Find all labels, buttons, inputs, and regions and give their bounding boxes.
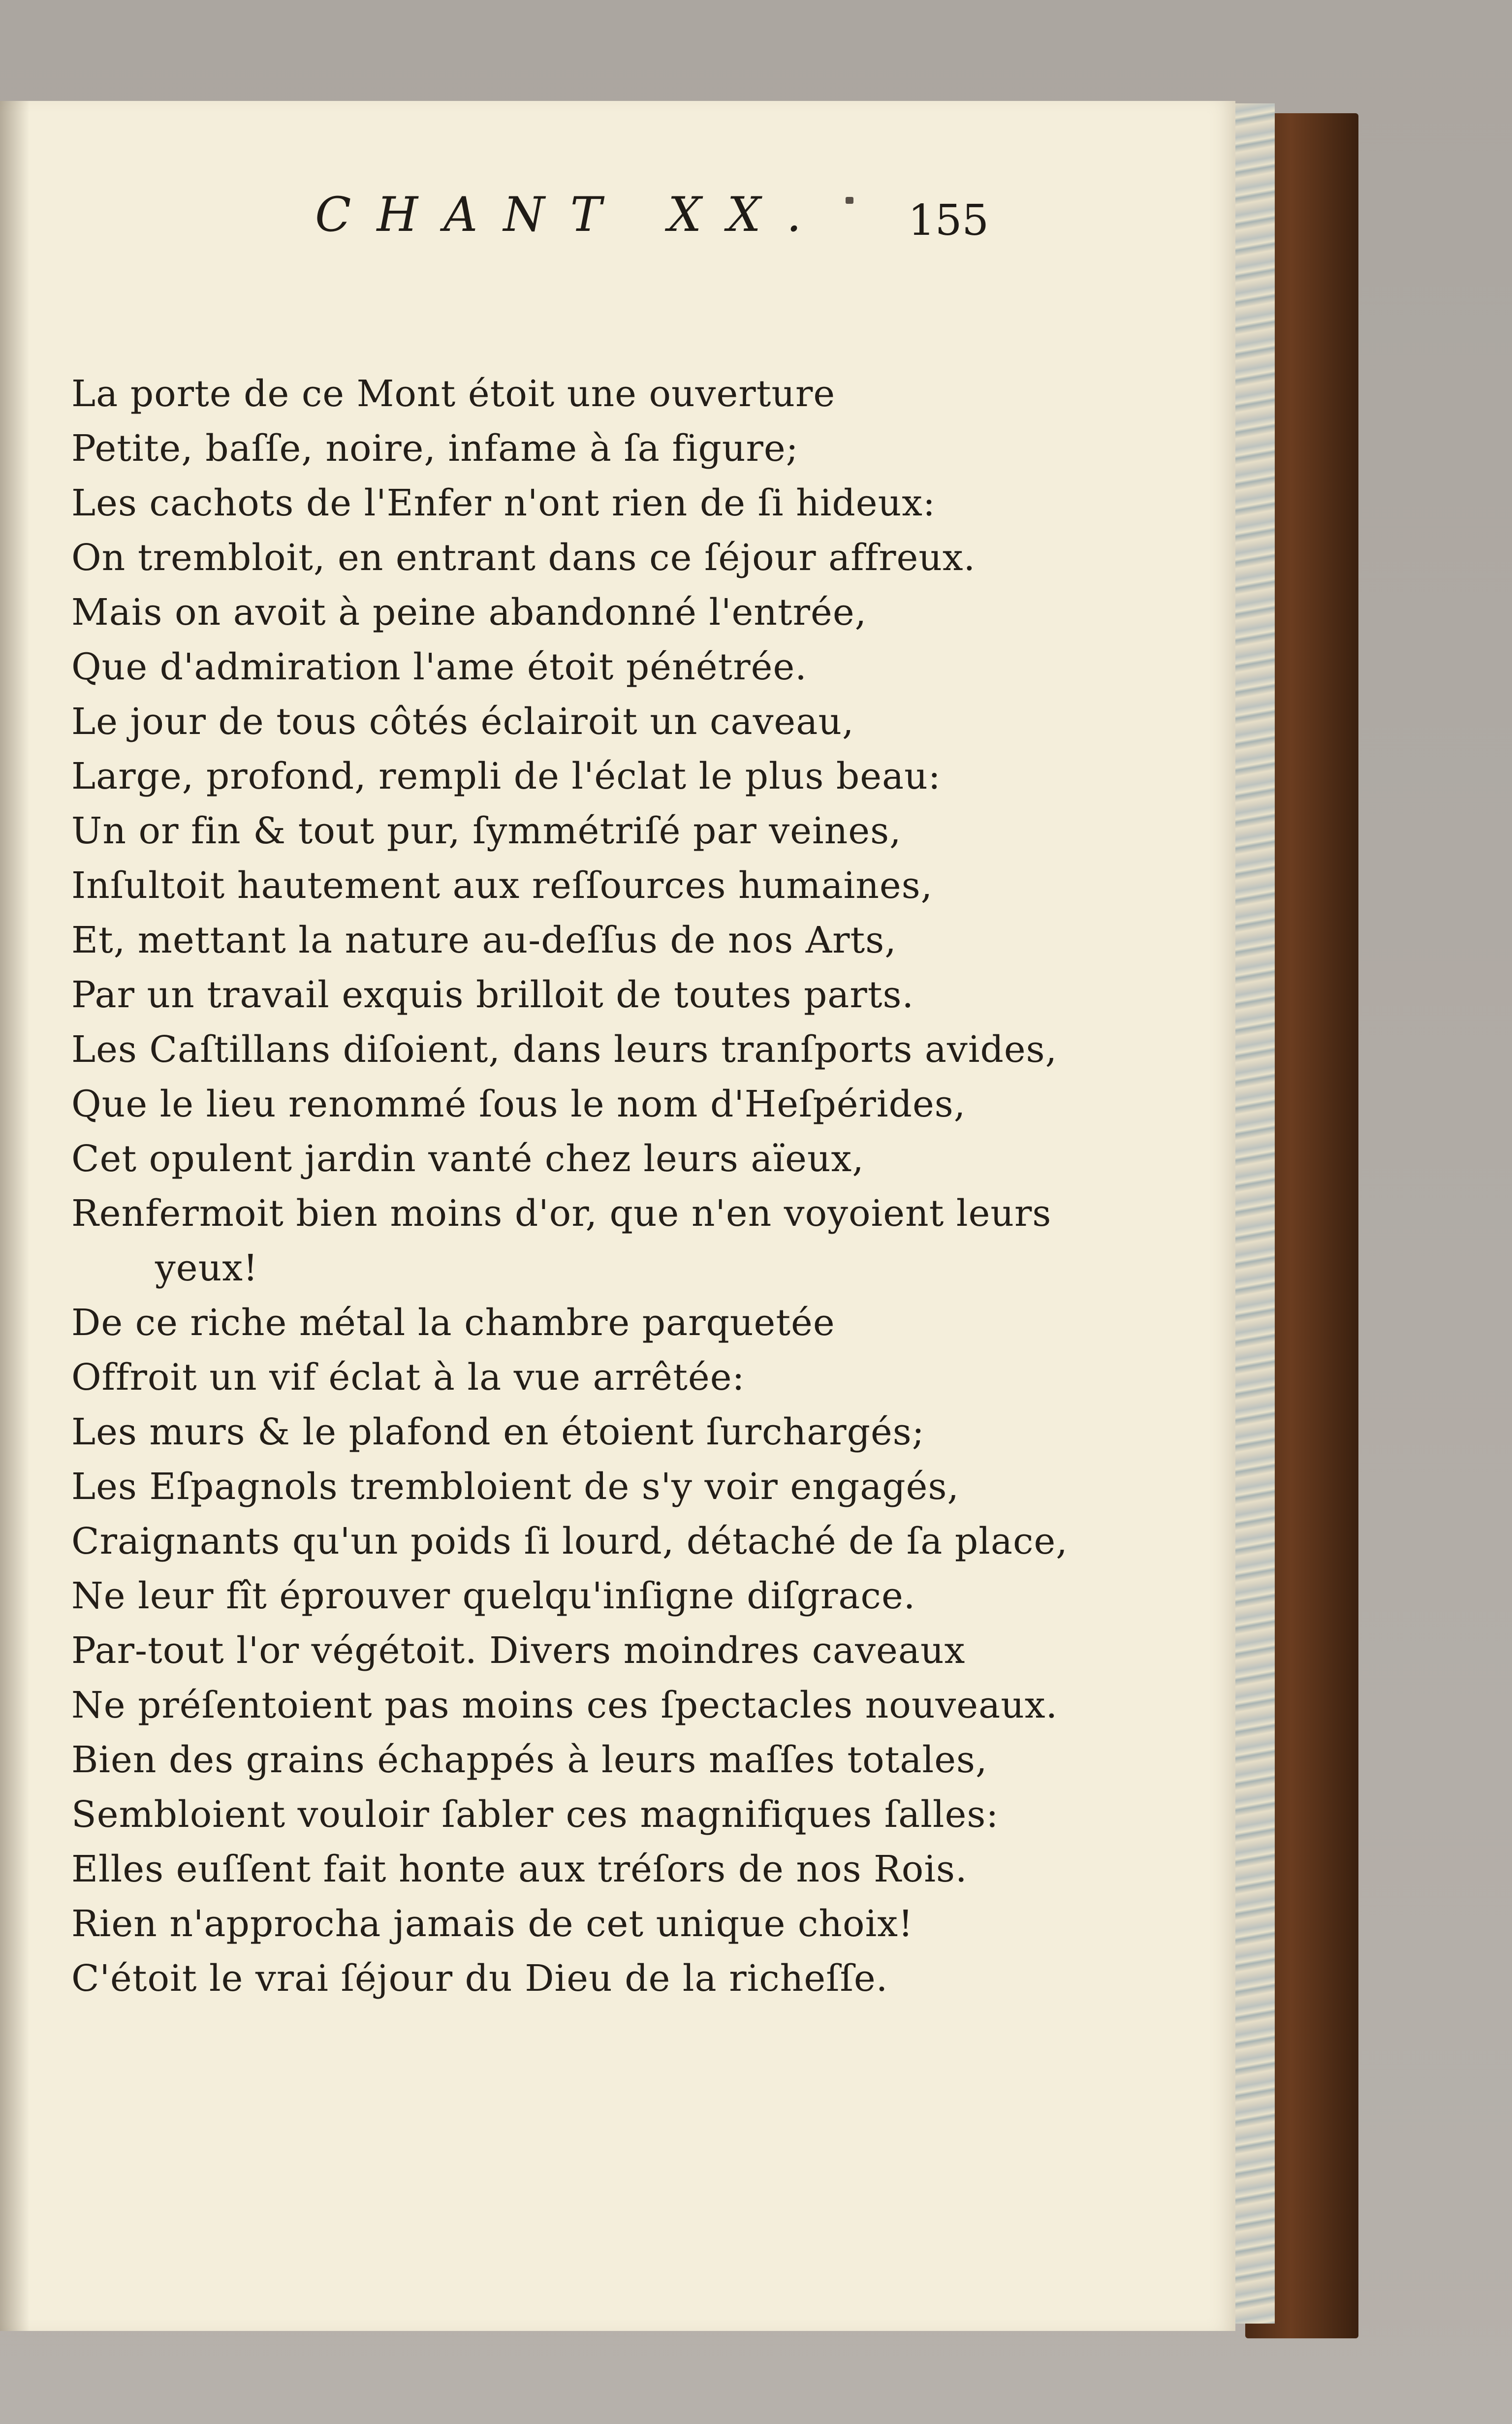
verse-line: Ne leur fît éprouver quelqu'inſigne diſgrace.: [71, 1575, 916, 1617]
page-number: 155: [908, 196, 989, 245]
running-title: CHANT XX.: [315, 187, 827, 242]
verse-line: C'étoit le vrai ſéjour du Dieu de la richeſſe.: [71, 1957, 888, 2000]
spine-shadow: [0, 101, 30, 2331]
verse-line: Les murs & le plafond en étoient ſurchargés;: [71, 1411, 925, 1453]
verse-text: [71, 367, 1068, 2006]
verse-line: Bien des grains échappés à leurs maſſes totales,: [71, 1739, 988, 1781]
verse-line: Petite, baſſe, noire, infame à ſa figure;: [71, 427, 799, 470]
verse-line: Craignants qu'un poids ſi lourd, détaché de ſa place,: [71, 1520, 1068, 1563]
page-header: [0, 187, 1235, 256]
verse-line: Par-tout l'or végétoit. Divers moindres caveaux: [71, 1629, 966, 1672]
verse-line: Inſultoit hautement aux reſſources humaines,: [71, 864, 933, 907]
verse-line: Elles euſſent fait honte aux tréſors de nos Rois.: [71, 1848, 968, 1890]
verse-line: Large, profond, rempli de l'éclat le plus beau:: [71, 755, 941, 797]
verse-line: Le jour de tous côtés éclairoit un caveau,: [71, 701, 854, 743]
verse-line: La porte de ce Mont étoit une ouverture: [71, 373, 836, 415]
verse-line: Les Caſtillans diſoient, dans leurs tranſports avides,: [71, 1028, 1058, 1071]
verse-line: On trembloit, en entrant dans ce ſéjour affreux.: [71, 537, 976, 579]
verse-line: Offroit un vif éclat à la vue arrêtée:: [71, 1356, 745, 1399]
verse-line: Ne préſentoient pas moins ces ſpectacles nouveaux.: [71, 1684, 1058, 1726]
verse-line: Que le lieu renommé ſous le nom d'Heſpérides,: [71, 1083, 966, 1125]
verse-line: Les Eſpagnols trembloient de s'y voir engagés,: [71, 1466, 959, 1508]
verse-line: Renfermoit bien moins d'or, que n'en voyoient leurs: [71, 1192, 1052, 1235]
verse-line: Mais on avoit à peine abandonné l'entrée,: [71, 591, 867, 634]
verse-line: Sembloient vouloir ſabler ces magnifiques ſalles:: [71, 1793, 999, 1836]
verse-line: Un or fin & tout pur, ſymmétriſé par veines,: [71, 810, 902, 852]
verse-line: Rien n'approcha jamais de cet unique choix!: [71, 1903, 914, 1945]
verse-line: Que d'admiration l'ame étoit pénétrée.: [71, 646, 807, 688]
verse-line: Et, mettant la nature au-deſſus de nos Arts,: [71, 919, 897, 961]
verse-line-continuation: yeux!: [155, 1247, 258, 1289]
verse-line: De ce riche métal la chambre parquetée: [71, 1302, 835, 1344]
verse-line: Cet opulent jardin vanté chez leurs aïeux,: [71, 1138, 864, 1180]
verse-line: Par un travail exquis brilloit de toutes parts.: [71, 974, 914, 1016]
verse-line: Les cachots de l'Enfer n'ont rien de ſi hideux:: [71, 482, 936, 524]
